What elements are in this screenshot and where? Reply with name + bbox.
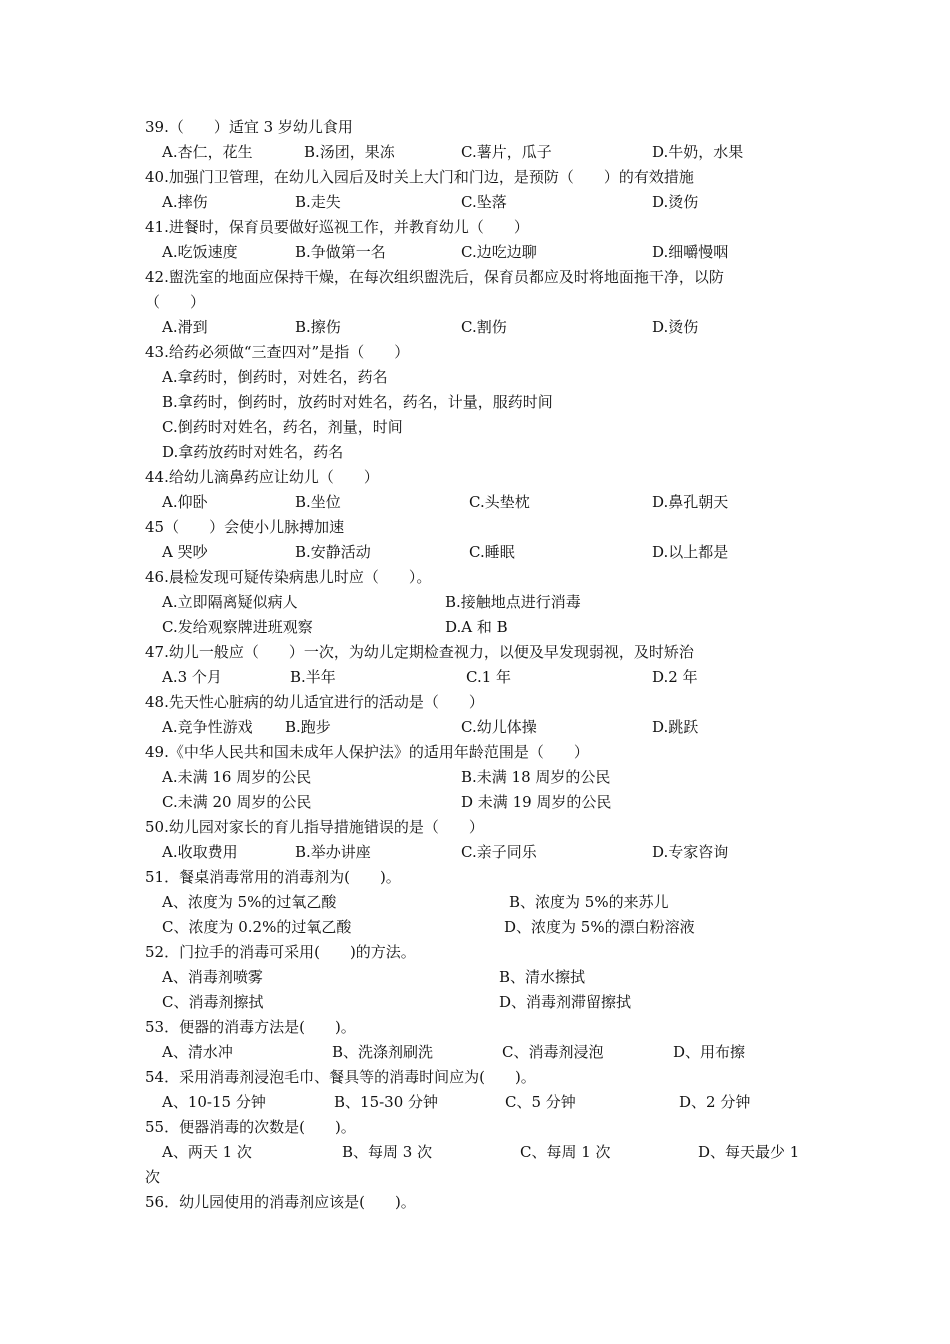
question-53-option-b: B、洗涤剂刷洗 [332, 1043, 434, 1061]
question-53-option-c: C、消毒剂浸泡 [502, 1043, 604, 1061]
question-53-option-d: D、用布擦 [673, 1043, 746, 1061]
question-54-stem: 54．采用消毒剂浸泡毛巾、餐具等的消毒时间应为( )。 [145, 1068, 536, 1086]
question-51-option-c: C、浓度为 0.2%的过氧乙酸 [162, 918, 352, 936]
question-51-option-b: B、浓度为 5%的来苏儿 [509, 893, 669, 911]
question-43-option-b: B.拿药时，倒药时，放药时对姓名，药名，计量，服药时间 [162, 393, 553, 411]
question-48-stem: 48.先天性心脏病的幼儿适宜进行的活动是（ ） [145, 693, 484, 711]
question-40-option-b: B.走失 [295, 193, 341, 211]
question-55-option-b: B、每周 3 次 [342, 1143, 433, 1161]
question-43-stem: 43.给药必须做“三查四对”是指（ ） [145, 343, 410, 361]
question-46-option-a: A.立即隔离疑似病人 [162, 593, 298, 611]
question-48-option-c: C.幼儿体操 [461, 718, 537, 736]
question-45-option-c: C.睡眠 [469, 543, 515, 561]
question-55-stem: 55．便器消毒的次数是( )。 [145, 1118, 356, 1136]
question-42-option-d: D.烫伤 [652, 318, 699, 336]
question-46-option-d: D.A 和 B [445, 618, 508, 636]
question-52-option-b: B、清水擦拭 [499, 968, 586, 986]
question-52-stem: 52．门拉手的消毒可采用( )的方法。 [145, 943, 416, 961]
question-50-option-b: B.举办讲座 [295, 843, 371, 861]
question-48-option-a: A.竞争性游戏 [162, 718, 253, 736]
question-50-option-d: D.专家咨询 [652, 843, 729, 861]
question-48-option-d: D.跳跃 [652, 718, 699, 736]
question-54-option-b: B、15-30 分钟 [334, 1093, 439, 1111]
question-55-option-a: A、两天 1 次 [162, 1143, 252, 1161]
question-55-option-c: C、每周 1 次 [520, 1143, 611, 1161]
question-40-option-a: A.摔伤 [162, 193, 208, 211]
question-39-option-d: D.牛奶，水果 [652, 143, 744, 161]
question-42-option-a: A.滑到 [162, 318, 208, 336]
question-49-stem: 49.《中华人民共和国未成年人保护法》的适用年龄范围是（ ） [145, 743, 589, 761]
question-44-stem: 44.给幼儿滴鼻药应让幼儿（ ） [145, 468, 379, 486]
question-50-stem: 50.幼儿园对家长的育儿指导措施错误的是（ ） [145, 818, 484, 836]
question-44-option-d: D.鼻孔朝天 [652, 493, 729, 511]
question-43-option-d: D.拿药放药时对姓名，药名 [162, 443, 344, 461]
question-51-option-a: A、浓度为 5%的过氧乙酸 [162, 893, 337, 911]
question-46-stem: 46.晨检发现可疑传染病患儿时应（ ）。 [145, 568, 432, 586]
question-39-option-b: B.汤团，果冻 [304, 143, 395, 161]
question-56-stem: 56．幼儿园使用的消毒剂应该是( )。 [145, 1193, 416, 1211]
question-41-option-c: C.边吃边聊 [461, 243, 537, 261]
question-44-option-a: A.仰卧 [162, 493, 208, 511]
question-43-option-c: C.倒药时对姓名，药名，剂量，时间 [162, 418, 403, 436]
question-47-option-c: C.1 年 [466, 668, 512, 686]
question-55-option-d-wrap: 次 [145, 1168, 161, 1186]
question-47-stem: 47.幼儿一般应（ ）一次，为幼儿定期检查视力，以便及早发现弱视，及时矫治 [145, 643, 694, 661]
question-51-stem: 51．餐桌消毒常用的消毒剂为( )。 [145, 868, 401, 886]
question-41-stem: 41.进餐时，保育员要做好巡视工作，并教育幼儿（ ） [145, 218, 529, 236]
question-41-option-d: D.细嚼慢咽 [652, 243, 729, 261]
question-44-option-b: B.坐位 [295, 493, 341, 511]
question-45-stem: 45（ ）会使小儿脉搏加速 [145, 518, 345, 536]
question-54-option-d: D、2 分钟 [679, 1093, 751, 1111]
question-49-option-d: D 未满 19 周岁的公民 [461, 793, 612, 811]
question-47-option-a: A.3 个月 [162, 668, 222, 686]
question-40-option-d: D.烫伤 [652, 193, 699, 211]
question-50-option-a: A.收取费用 [162, 843, 238, 861]
question-46-option-b: B.接触地点进行消毒 [445, 593, 581, 611]
question-54-option-a: A、10-15 分钟 [162, 1093, 266, 1111]
question-48-option-b: B.跑步 [285, 718, 331, 736]
question-40-stem: 40.加强门卫管理，在幼儿入园后及时关上大门和门边，是预防（ ）的有效措施 [145, 168, 694, 186]
question-42-option-b: B.擦伤 [295, 318, 341, 336]
question-42-option-c: C.割伤 [461, 318, 507, 336]
question-39-option-a: A.杏仁，花生 [162, 143, 253, 161]
question-41-option-b: B.争做第一名 [295, 243, 386, 261]
question-45-option-d: D.以上都是 [652, 543, 729, 561]
question-52-option-c: C、消毒剂擦拭 [162, 993, 264, 1011]
question-41-option-a: A.吃饭速度 [162, 243, 238, 261]
question-39-option-c: C.薯片，瓜子 [461, 143, 552, 161]
question-50-option-c: C.亲子同乐 [461, 843, 537, 861]
question-52-option-a: A、消毒剂喷雾 [162, 968, 263, 986]
question-47-option-b: B.半年 [290, 668, 336, 686]
question-53-option-a: A、清水冲 [162, 1043, 233, 1061]
question-40-option-c: C.坠落 [461, 193, 507, 211]
question-47-option-d: D.2 年 [652, 668, 698, 686]
question-49-option-b: B.未满 18 周岁的公民 [461, 768, 611, 786]
question-42-stem: 42.盥洗室的地面应保持干燥，在每次组织盥洗后，保育员都应及时将地面拖干净，以防 [145, 268, 724, 286]
question-51-option-d: D、浓度为 5%的漂白粉溶液 [504, 918, 695, 936]
question-49-option-c: C.未满 20 周岁的公民 [162, 793, 312, 811]
question-43-option-a: A.拿药时，倒药时，对姓名，药名 [162, 368, 388, 386]
question-49-option-a: A.未满 16 周岁的公民 [162, 768, 312, 786]
question-53-stem: 53．便器的消毒方法是( )。 [145, 1018, 356, 1036]
question-39-stem: 39.（ ）适宜 3 岁幼儿食用 [145, 118, 353, 136]
question-52-option-d: D、消毒剂滞留擦拭 [499, 993, 632, 1011]
question-42-stem-continued: （ ） [145, 293, 206, 311]
question-44-option-c: C.头垫枕 [469, 493, 530, 511]
question-45-option-a: A 哭吵 [162, 543, 208, 561]
question-54-option-c: C、5 分钟 [505, 1093, 576, 1111]
question-46-option-c: C.发给观察牌进班观察 [162, 618, 313, 636]
question-45-option-b: B.安静活动 [295, 543, 371, 561]
question-55-option-d: D、每天最少 1 [698, 1143, 800, 1161]
